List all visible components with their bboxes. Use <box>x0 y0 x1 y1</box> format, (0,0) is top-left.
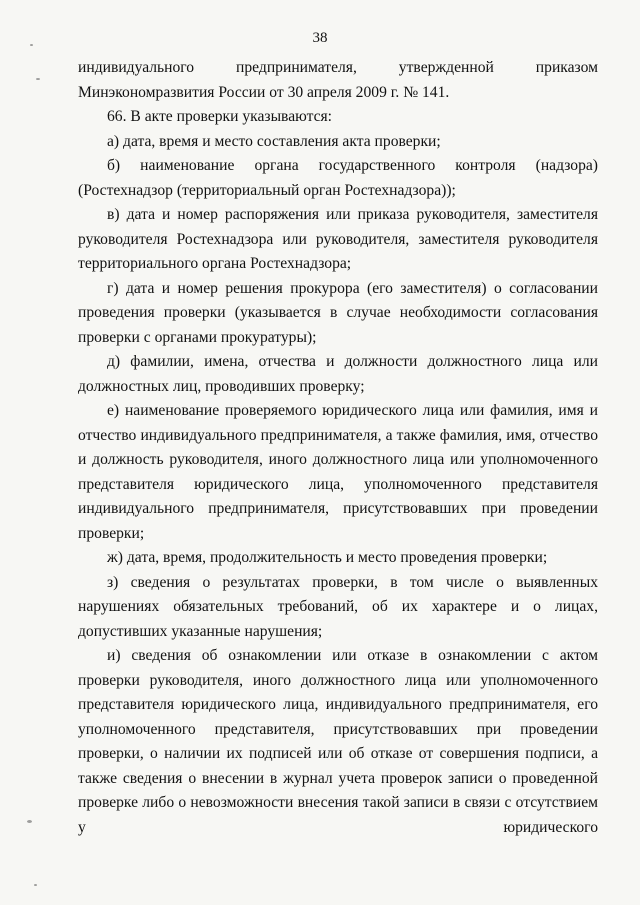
scan-speck <box>34 884 37 886</box>
paragraph-item-a: а) дата, время и место составления акта проверки; <box>107 132 441 150</box>
paragraph-continuation: индивидуального предпринимателя, утвержденной приказом Минэкономразвития России от 30 апреля 2009 г. № 141. <box>78 59 598 101</box>
paragraph-item-e: е) наименование проверяемого юридического лица или фамилия, имя и отчество индивидуального предпринимателя, а также фамилия, имя, отчество и должность руководителя, иного должностного лица или уполномоченного представителя юридического лица, уполномоченного представителя индивидуального предпринимателя, присутствовавших при проведении проверки; <box>78 402 598 542</box>
paragraph-item-z: з) сведения о результатах проверки, в том числе о выявленных нарушениях обязательных требований, об их характере и о лицах, допустивших указанные нарушения; <box>78 573 598 640</box>
paragraph-item-zh: ж) дата, время, продолжительность и место проведения проверки; <box>107 549 548 566</box>
page-number: 38 <box>312 30 328 46</box>
scan-speck <box>30 44 33 46</box>
paragraph-item-g: г) дата и номер решения прокурора (его заместителя) о согласовании проведения проверки (указывается в случае необходимости согласования проверки с органами прокуратуры); <box>78 279 598 346</box>
paragraph-item-66: 66. В акте проверки указываются: <box>107 108 333 125</box>
paragraph-item-v: в) дата и номер распоряжения или приказа руководителя, заместителя руководителя Ростехнадзора или руководителя, заместителя руководителя территориального органа Ростехнадзора; <box>78 206 598 272</box>
paragraph-item-i: и) сведения об ознакомлении или отказе в ознакомлении с актом проверки руководителя, иного должностного лица или уполномоченного представителя юридического лица, индивидуального предпринимателя, его уполномоченного представителя, присутствовавших при проведении проверки, о наличии их подписей или об отказе от совершения подписи, а также сведения о внесении в журнал учета проверок записи о проведенной проверке либо о невозможности внесения такой записи в связи с отсутствием у юридического <box>78 647 598 836</box>
paragraph-item-b: б) наименование органа государственного контроля (надзора) (Ростехнадзор (территориальный орган Ростехнадзора)); <box>78 157 598 199</box>
scan-speck <box>36 78 40 80</box>
document-body <box>78 56 598 840</box>
paragraph-item-d: д) фамилии, имена, отчества и должности должностного лица или должностных лиц, проводивших проверку; <box>78 353 598 395</box>
scan-speck <box>27 820 32 823</box>
